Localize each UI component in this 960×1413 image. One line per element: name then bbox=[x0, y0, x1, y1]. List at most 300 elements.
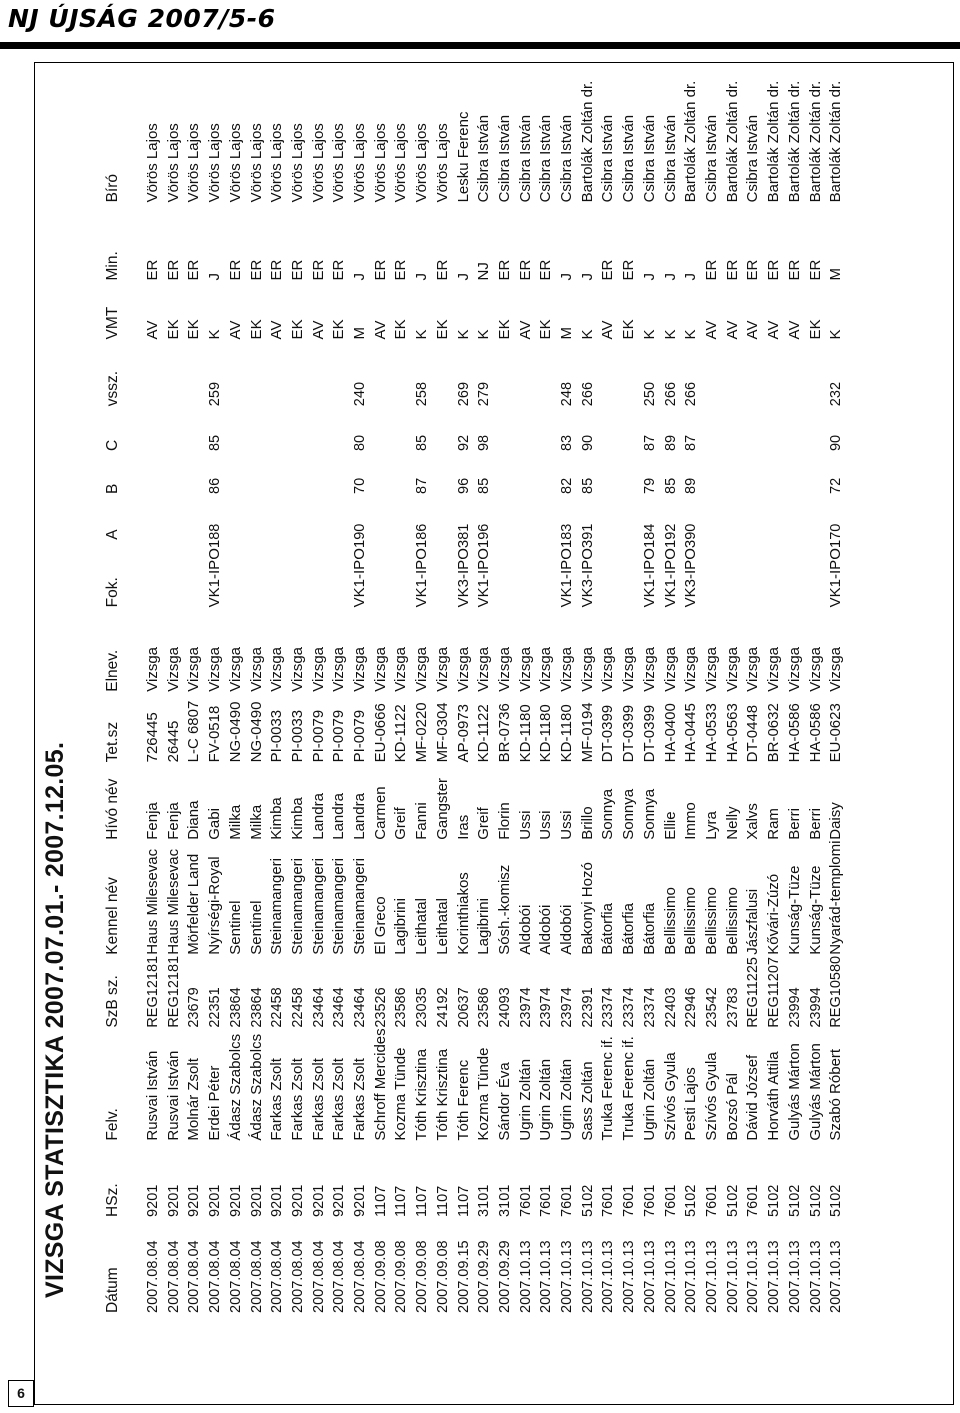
table-row bbox=[723, 63, 744, 1313]
cell-callname: Xalvs bbox=[744, 803, 762, 840]
cell-tetsz: HA-0563 bbox=[723, 703, 741, 763]
cell-hsz: 3101 bbox=[496, 1184, 513, 1217]
cell-c: 92 bbox=[455, 434, 472, 452]
cell-c bbox=[371, 406, 392, 451]
cell-a bbox=[495, 494, 516, 540]
cell-b bbox=[806, 451, 827, 494]
cell-b: 85 bbox=[662, 477, 679, 494]
cell-date: 2007.10.13 bbox=[600, 1240, 617, 1313]
cell-min: J bbox=[454, 272, 472, 281]
cell-tetsz: AP-0973 bbox=[454, 704, 472, 763]
cell-vmt: EK bbox=[537, 319, 555, 340]
cell-szb: 23542 bbox=[703, 987, 720, 1028]
cell-szb: 23974 bbox=[559, 987, 576, 1028]
cell-tetsz: HA-0586 bbox=[785, 703, 803, 763]
cell-elnev: Vizsga bbox=[702, 646, 720, 692]
cell-elnev: Vizsga bbox=[599, 646, 617, 692]
cell-callname: Greif bbox=[475, 807, 493, 840]
cell-callname: Ussi bbox=[537, 810, 555, 840]
cell-fok bbox=[164, 540, 185, 608]
cell-handler: Tóth Krisztina bbox=[433, 1048, 451, 1141]
cell-fok bbox=[433, 540, 454, 608]
cell-date: 2007.08.04 bbox=[145, 1240, 161, 1313]
cell-elnev: Vizsga bbox=[144, 646, 161, 692]
cell-callname: Landra bbox=[309, 793, 327, 840]
cell-judge: Bartolák Zoltán dr. bbox=[785, 80, 803, 203]
cell-min: ER bbox=[433, 259, 451, 281]
cell-kennel: Jászfalusi bbox=[744, 888, 762, 955]
cell-date: 2007.10.13 bbox=[621, 1240, 638, 1313]
cell-hsz: 9201 bbox=[352, 1184, 369, 1217]
cell-fok: VK1-IPO1 bbox=[206, 539, 224, 608]
cell-tetsz: EU-0623 bbox=[827, 703, 845, 763]
cell-szb: 23586 bbox=[476, 987, 493, 1028]
cell-szb: 23374 bbox=[641, 987, 658, 1028]
cell-hsz: 7601 bbox=[703, 1184, 720, 1217]
column-header-callname: Hívó név bbox=[104, 778, 121, 840]
cell-judge: Csibra István bbox=[661, 114, 679, 203]
cell-judge: Bartolák Zoltán dr. bbox=[765, 80, 783, 203]
cell-elnev: Vizsga bbox=[351, 646, 369, 692]
cell-c bbox=[433, 406, 454, 451]
cell-hsz: 1107 bbox=[414, 1185, 431, 1217]
cell-vmt: EK bbox=[247, 319, 265, 340]
cell-a bbox=[309, 494, 330, 540]
cell-b bbox=[143, 451, 164, 494]
column-header-szb: SzB sz. bbox=[104, 975, 121, 1028]
column-header-min: Min. bbox=[104, 251, 121, 281]
cell-vmt: K bbox=[475, 329, 493, 340]
cell-kennel: Aldobói bbox=[558, 904, 576, 955]
cell-hsz: 5102 bbox=[724, 1184, 741, 1217]
cell-hsz: 9201 bbox=[269, 1184, 286, 1217]
cell-min: NJ bbox=[475, 262, 493, 281]
cell-min: ER bbox=[144, 259, 161, 281]
cell-c: 85 bbox=[414, 434, 431, 452]
cell-judge: Vörös Lajos bbox=[144, 123, 161, 203]
cell-kennel: Haus Milesevac bbox=[164, 848, 182, 955]
page-number: 6 bbox=[8, 1380, 34, 1407]
cell-min: ER bbox=[702, 259, 720, 281]
cell-callname: Diana bbox=[185, 800, 203, 840]
cell-vssz bbox=[143, 339, 164, 406]
cell-tetsz: DT-0399 bbox=[620, 704, 638, 763]
cell-szb: 23586 bbox=[393, 987, 410, 1028]
cell-hsz: 1107 bbox=[455, 1185, 472, 1217]
table-row bbox=[247, 63, 268, 1313]
cell-handler: Szívós Gyula bbox=[661, 1052, 679, 1141]
cell-vssz bbox=[619, 339, 640, 406]
cell-vmt: EK bbox=[185, 319, 203, 340]
cell-a bbox=[226, 494, 247, 540]
cell-a bbox=[764, 494, 785, 540]
cell-min: ER bbox=[288, 259, 306, 281]
cell-fok bbox=[702, 540, 723, 608]
cell-handler: Erdei Péter bbox=[206, 1065, 224, 1141]
cell-vmt: AV bbox=[268, 320, 286, 340]
cell-kennel: Leithatal bbox=[413, 898, 431, 955]
cell-tetsz: MF-0220 bbox=[413, 702, 431, 763]
cell-tetsz: L-C 6807 bbox=[185, 700, 203, 763]
cell-handler: Sándor Éva bbox=[495, 1062, 513, 1141]
cell-hsz: 9201 bbox=[310, 1184, 327, 1217]
cell-hsz: 5102 bbox=[807, 1184, 824, 1217]
cell-judge: Vörös Lajos bbox=[185, 123, 203, 203]
cell-vmt: EK bbox=[330, 319, 348, 340]
cell-kennel: Bátorfia bbox=[640, 903, 658, 955]
cell-date: 2007.08.04 bbox=[269, 1240, 286, 1313]
cell-a: 88 bbox=[207, 523, 224, 540]
cell-tetsz: HA-0445 bbox=[682, 703, 700, 763]
cell-tetsz: BR-0632 bbox=[765, 703, 783, 763]
cell-judge: Csibra István bbox=[495, 114, 513, 203]
cell-kennel: Steinamangeri bbox=[309, 858, 327, 955]
cell-vssz bbox=[702, 339, 723, 406]
cell-handler: Szabó Róbert bbox=[827, 1048, 845, 1141]
table-row bbox=[785, 63, 806, 1313]
cell-kennel: Bellissimo bbox=[723, 887, 741, 955]
cell-judge: Csibra István bbox=[599, 114, 617, 203]
cell-judge: Vörös Lajos bbox=[206, 123, 224, 203]
cell-callname: Berri bbox=[785, 808, 803, 840]
cell-callname: Ram bbox=[765, 808, 783, 840]
cell-szb: 22391 bbox=[579, 987, 596, 1028]
cell-b: 87 bbox=[414, 477, 431, 494]
cell-tetsz: DT-0399 bbox=[640, 704, 658, 763]
cell-callname: Milka bbox=[247, 804, 265, 840]
magazine-title: NJ ÚJSÁG 2007/5-6 bbox=[8, 4, 276, 33]
cell-hsz: 7601 bbox=[559, 1184, 576, 1217]
cell-tetsz: PI-0079 bbox=[330, 709, 348, 763]
cell-hsz: 9201 bbox=[227, 1184, 244, 1217]
column-header-c: C bbox=[104, 439, 121, 452]
cell-handler: Dávid József bbox=[744, 1054, 762, 1141]
cell-a bbox=[288, 494, 309, 540]
cell-vssz bbox=[495, 339, 516, 406]
cell-vssz bbox=[164, 339, 185, 406]
table-header-row bbox=[101, 63, 143, 1313]
cell-min: ER bbox=[620, 259, 638, 281]
table-row bbox=[826, 63, 847, 1313]
cell-judge: Bartolák Zoltán dr. bbox=[827, 80, 845, 203]
cell-min: ER bbox=[723, 259, 741, 281]
cell-a bbox=[785, 494, 806, 540]
cell-callname: Ussi bbox=[516, 810, 534, 840]
cell-a bbox=[329, 494, 350, 540]
cell-vssz bbox=[433, 339, 454, 406]
cell-fok bbox=[806, 540, 827, 608]
cell-vssz bbox=[371, 339, 392, 406]
column-header-b: B bbox=[104, 483, 121, 494]
cell-a: 86 bbox=[414, 523, 431, 540]
cell-judge: Vörös Lajos bbox=[226, 123, 244, 203]
cell-handler: Truka Ferenc if. bbox=[620, 1036, 638, 1141]
cell-handler: Kozma Tünde bbox=[475, 1047, 493, 1141]
cell-b: 85 bbox=[579, 477, 596, 494]
cell-a bbox=[619, 494, 640, 540]
cell-date: 2007.09.08 bbox=[414, 1240, 431, 1313]
cell-fok: VK1-IPO1 bbox=[475, 539, 493, 608]
cell-fok bbox=[598, 540, 619, 608]
cell-handler: Ugrin Zoltán bbox=[558, 1058, 576, 1141]
cell-judge: Vörös Lajos bbox=[433, 123, 451, 203]
cell-kennel: Lagibrini bbox=[475, 898, 493, 955]
cell-date: 2007.10.13 bbox=[683, 1240, 700, 1313]
cell-handler: Tóth Ferenc bbox=[454, 1059, 472, 1141]
cell-min: ER bbox=[226, 259, 244, 281]
rotated-content bbox=[35, 63, 953, 1403]
cell-vssz bbox=[536, 339, 557, 406]
cell-min: ER bbox=[371, 259, 389, 281]
column-header-vssz: vssz. bbox=[104, 370, 121, 407]
cell-c bbox=[619, 406, 640, 451]
cell-vmt: AV bbox=[309, 320, 327, 340]
cell-date: 2007.08.04 bbox=[248, 1240, 265, 1313]
cell-judge: Vörös Lajos bbox=[371, 123, 389, 203]
cell-min: ER bbox=[247, 259, 265, 281]
cell-kennel: Steinamangeri bbox=[268, 858, 286, 955]
cell-fok bbox=[619, 540, 640, 608]
cell-elnev: Vizsga bbox=[744, 646, 762, 692]
cell-vssz bbox=[785, 339, 806, 406]
cell-c: 98 bbox=[476, 434, 493, 452]
cell-b bbox=[371, 451, 392, 494]
cell-callname: Iras bbox=[454, 814, 472, 840]
cell-tetsz: KD-1180 bbox=[537, 704, 555, 763]
cell-tetsz: PI-0033 bbox=[268, 709, 286, 763]
cell-handler: Tóth Krisztina bbox=[413, 1048, 431, 1141]
cell-vmt: K bbox=[413, 329, 431, 340]
cell-tetsz: NG-0490 bbox=[247, 701, 265, 763]
cell-date: 2007.08.04 bbox=[310, 1240, 327, 1313]
cell-handler: Ádasz Szabolcs bbox=[226, 1033, 244, 1141]
cell-judge: Lesku Ferenc bbox=[454, 111, 472, 203]
table-row bbox=[598, 63, 619, 1313]
cell-kennel: Haus Milesevac bbox=[144, 848, 161, 955]
cell-tetsz: HA-0400 bbox=[661, 703, 679, 763]
cell-vssz bbox=[267, 339, 288, 406]
cell-a bbox=[598, 494, 619, 540]
cell-vssz: 248 bbox=[559, 381, 576, 407]
cell-vmt: K bbox=[206, 329, 224, 340]
cell-b bbox=[495, 451, 516, 494]
table-row bbox=[164, 63, 185, 1313]
column-header-date: Dátum bbox=[104, 1267, 121, 1313]
cell-date: 2007.09.08 bbox=[393, 1240, 410, 1313]
cell-c: 89 bbox=[662, 434, 679, 452]
statistics-frame bbox=[34, 62, 954, 1405]
cell-kennel: Bellissimo bbox=[661, 887, 679, 955]
cell-vmt: AV bbox=[744, 320, 762, 340]
cell-a bbox=[536, 494, 557, 540]
cell-kennel: Steinamangeri bbox=[330, 858, 348, 955]
cell-vssz: 240 bbox=[352, 381, 369, 407]
table-row bbox=[557, 63, 578, 1313]
cell-callname: Kimba bbox=[288, 797, 306, 840]
cell-elnev: Vizsga bbox=[330, 646, 348, 692]
cell-fok: VK1-IPO1 bbox=[413, 539, 431, 608]
cell-judge: Vörös Lajos bbox=[392, 123, 410, 203]
table-row bbox=[309, 63, 330, 1313]
cell-vmt: K bbox=[682, 329, 700, 340]
cell-fok bbox=[743, 540, 764, 608]
cell-elnev: Vizsga bbox=[620, 646, 638, 692]
cell-vssz: 279 bbox=[476, 381, 493, 407]
cell-kennel: Sentinel bbox=[247, 900, 265, 955]
cell-a bbox=[433, 494, 454, 540]
cell-hsz: 7601 bbox=[600, 1184, 617, 1217]
cell-vmt: AV bbox=[702, 320, 720, 340]
cell-hsz: 1107 bbox=[393, 1185, 410, 1217]
cell-handler: Szívós Gyula bbox=[702, 1052, 720, 1141]
cell-vssz bbox=[309, 339, 330, 406]
cell-c bbox=[723, 406, 744, 451]
cell-judge: Vörös Lajos bbox=[268, 123, 286, 203]
cell-szb: 22403 bbox=[662, 987, 679, 1028]
cell-szb: 23374 bbox=[600, 987, 617, 1028]
magazine-header bbox=[0, 0, 960, 52]
cell-callname: Carmen bbox=[371, 786, 389, 840]
cell-callname: Gabi bbox=[206, 808, 224, 840]
cell-kennel: Kunság-Tüze bbox=[806, 865, 824, 955]
cell-vmt: AV bbox=[516, 320, 534, 340]
cell-c bbox=[309, 406, 330, 451]
table-row bbox=[391, 63, 412, 1313]
table-row bbox=[474, 63, 495, 1313]
cell-vmt: K bbox=[578, 329, 596, 340]
column-header-a: A bbox=[104, 529, 121, 540]
cell-fok bbox=[536, 540, 557, 608]
cell-vssz: 266 bbox=[662, 381, 679, 407]
cell-callname: Gangster bbox=[433, 778, 451, 840]
cell-fok bbox=[723, 540, 744, 608]
cell-vssz bbox=[226, 339, 247, 406]
cell-fok: VK1-IPO1 bbox=[640, 539, 658, 608]
cell-a bbox=[743, 494, 764, 540]
cell-tetsz: PI-0079 bbox=[351, 709, 369, 763]
column-header-kennel: Kennel név bbox=[104, 877, 121, 955]
cell-vssz bbox=[723, 339, 744, 406]
cell-callname: Nelly bbox=[723, 806, 741, 840]
cell-judge: Bartolák Zoltán dr. bbox=[682, 80, 700, 203]
cell-handler: Farkas Zsolt bbox=[309, 1058, 327, 1141]
cell-callname: Fenja bbox=[164, 802, 182, 840]
cell-min: ER bbox=[744, 259, 762, 281]
cell-callname: Ussi bbox=[558, 810, 576, 840]
cell-min: J bbox=[682, 272, 700, 281]
cell-a: 90 bbox=[352, 523, 369, 540]
exam-statistics-table bbox=[101, 63, 847, 1313]
cell-elnev: Vizsga bbox=[495, 646, 513, 692]
cell-fok bbox=[391, 540, 412, 608]
cell-b bbox=[785, 451, 806, 494]
cell-szb: REG11207 bbox=[766, 957, 783, 1028]
cell-szb: 23526 bbox=[372, 987, 389, 1028]
cell-b: 82 bbox=[559, 477, 576, 494]
cell-b bbox=[702, 451, 723, 494]
cell-vmt: EK bbox=[164, 319, 182, 340]
cell-c: 83 bbox=[559, 434, 576, 452]
column-header-handler: Felv. bbox=[104, 1108, 121, 1141]
cell-kennel: Aldobói bbox=[516, 904, 534, 955]
cell-a: 83 bbox=[559, 523, 576, 540]
table-row bbox=[536, 63, 557, 1313]
cell-elnev: Vizsga bbox=[827, 646, 845, 692]
cell-elnev: Vizsga bbox=[640, 646, 658, 692]
cell-vssz bbox=[743, 339, 764, 406]
cell-handler: Ugrin Zoltán bbox=[537, 1058, 555, 1141]
cell-a bbox=[723, 494, 744, 540]
cell-kennel: Bátorfia bbox=[620, 903, 638, 955]
cell-fok bbox=[371, 540, 392, 608]
cell-fok bbox=[226, 540, 247, 608]
cell-min: ER bbox=[806, 259, 824, 281]
cell-c: 87 bbox=[641, 434, 658, 452]
cell-vmt: AV bbox=[144, 320, 161, 340]
cell-date: 2007.09.08 bbox=[434, 1240, 451, 1313]
cell-a bbox=[702, 494, 723, 540]
cell-vssz: 259 bbox=[207, 381, 224, 407]
cell-judge: Csibra István bbox=[475, 114, 493, 203]
cell-handler: Kozma Tünde bbox=[392, 1047, 410, 1141]
cell-date: 2007.10.13 bbox=[786, 1240, 803, 1313]
table-row bbox=[371, 63, 392, 1313]
cell-tetsz: MF-0194 bbox=[578, 702, 596, 763]
cell-c bbox=[164, 406, 185, 451]
cell-c bbox=[184, 406, 205, 451]
cell-c bbox=[288, 406, 309, 451]
cell-min: ER bbox=[309, 259, 327, 281]
cell-c bbox=[143, 406, 164, 451]
cell-hsz: 9201 bbox=[165, 1184, 182, 1217]
cell-date: 2007.10.13 bbox=[517, 1240, 534, 1313]
cell-vssz bbox=[516, 339, 537, 406]
cell-date: 2007.08.04 bbox=[331, 1240, 348, 1313]
cell-kennel: Kunság-Tüze bbox=[785, 865, 803, 955]
cell-tetsz: MF-0304 bbox=[433, 702, 451, 763]
cell-elnev: Vizsga bbox=[206, 646, 224, 692]
cell-fok bbox=[516, 540, 537, 608]
cell-date: 2007.09.29 bbox=[496, 1240, 513, 1313]
cell-szb: 23864 bbox=[248, 987, 265, 1028]
cell-vssz bbox=[329, 339, 350, 406]
cell-szb: REG12181 bbox=[165, 955, 182, 1028]
cell-kennel: Lagibrini bbox=[392, 898, 410, 955]
cell-fok: VK3-IPO3 bbox=[682, 539, 700, 608]
table-row bbox=[661, 63, 682, 1313]
table-row bbox=[329, 63, 350, 1313]
cell-szb: 24093 bbox=[496, 987, 513, 1028]
cell-elnev: Vizsga bbox=[806, 646, 824, 692]
cell-kennel: Bellissimo bbox=[702, 887, 720, 955]
cell-tetsz: NG-0490 bbox=[226, 701, 244, 763]
report-title: VIZSGA STATISZTIKA 2007.07.01.- 2007.12.05. bbox=[41, 741, 69, 1298]
cell-hsz: 9201 bbox=[145, 1184, 161, 1217]
cell-date: 2007.08.04 bbox=[227, 1240, 244, 1313]
cell-judge: Vörös Lajos bbox=[247, 123, 265, 203]
cell-handler: Pesti Lajos bbox=[682, 1067, 700, 1141]
cell-elnev: Vizsga bbox=[578, 646, 596, 692]
cell-min: ER bbox=[785, 259, 803, 281]
cell-b bbox=[184, 451, 205, 494]
cell-b: 70 bbox=[352, 477, 369, 494]
cell-b: 86 bbox=[207, 477, 224, 494]
cell-vmt: K bbox=[661, 329, 679, 340]
cell-date: 2007.08.04 bbox=[289, 1240, 306, 1313]
cell-b bbox=[247, 451, 268, 494]
table-row bbox=[764, 63, 785, 1313]
cell-judge: Vörös Lajos bbox=[351, 123, 369, 203]
